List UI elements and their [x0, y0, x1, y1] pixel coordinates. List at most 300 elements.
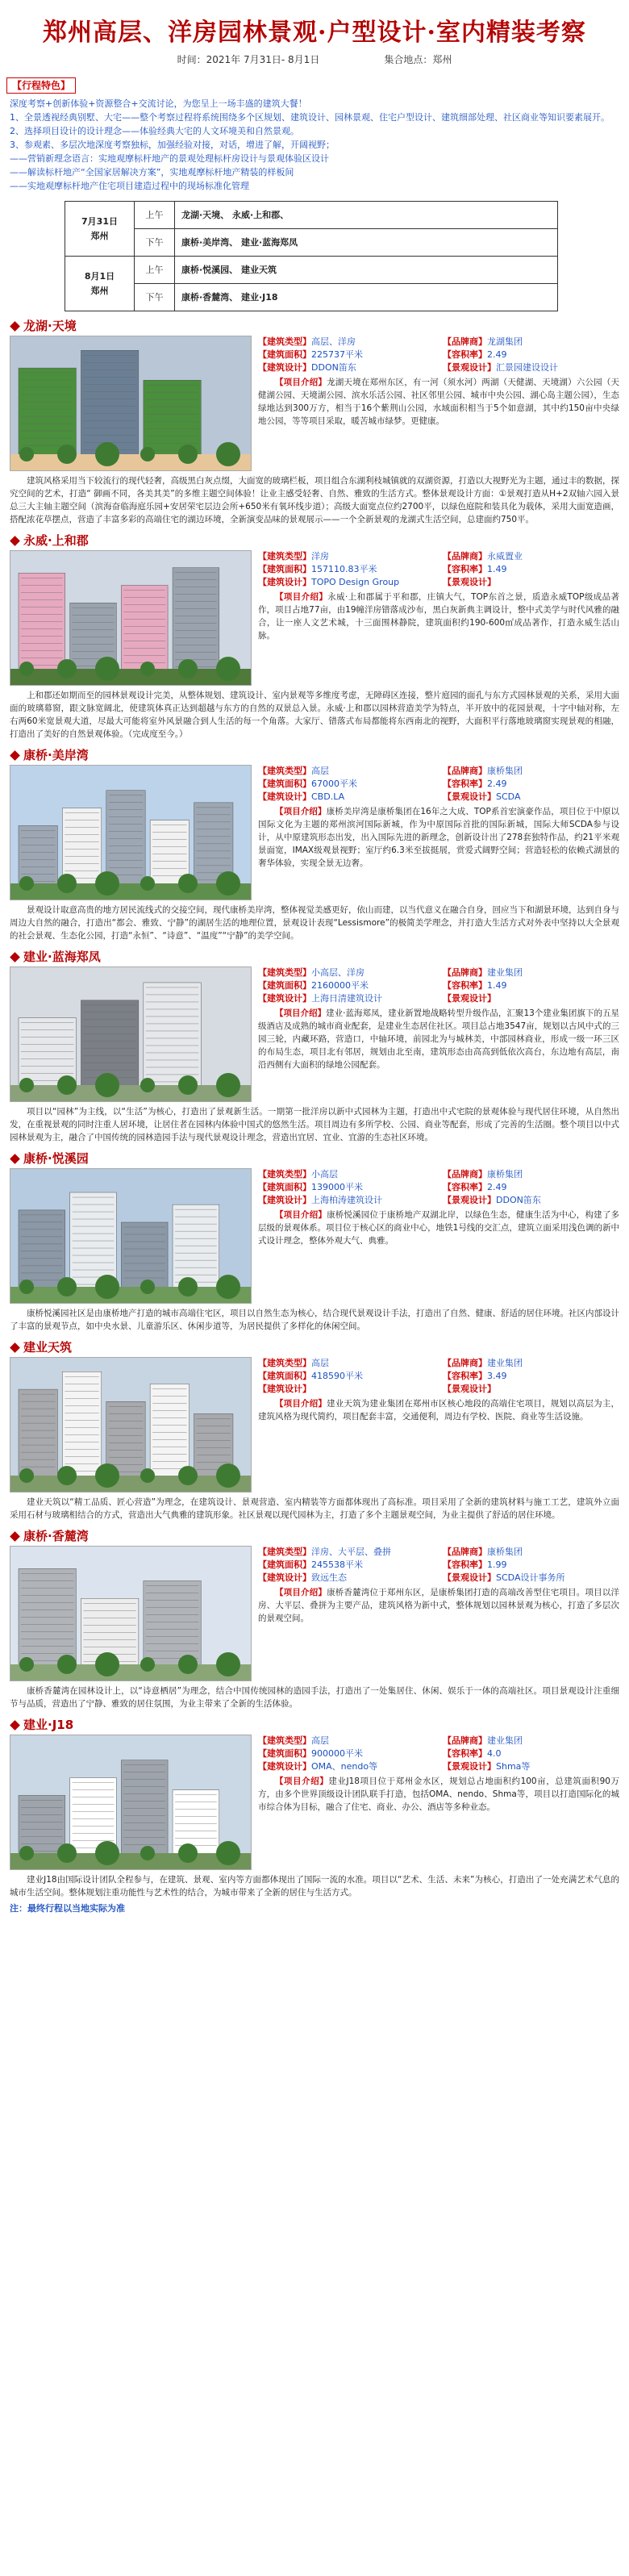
project-name: 建业·蓝海郑凤: [23, 950, 101, 964]
info-row: [258, 1168, 619, 1181]
type-value: 高层: [311, 1735, 329, 1746]
info-row: [258, 550, 619, 563]
project-intro: [258, 1007, 619, 1071]
footer-note: 注：最终行程以当地实际为准: [10, 1903, 125, 1914]
plot-ratio-value: 2.49: [487, 1182, 507, 1192]
developer-value: 康桥集团: [487, 766, 523, 776]
developer-value: 建业集团: [487, 1735, 523, 1746]
project-info: [258, 550, 619, 686]
landscape-value: SCDA: [496, 791, 521, 802]
project-paragraph: 景观设计取意高贵的地方居民流线式的交接空间，现代康桥美岸湾，整体视觉美感更好，依山而建，以当代意义在融合自身，回应当下和湖景环境，达到自身与周边大自然的融合，打造出“都会、雅致、宁静”的湖居生活的地理位置，景观设计表现“Lessismore”的极简美学理念，并打造大生活方式对外表中坚持以大全景观的社会景观、生态化公园，打造“永恒”、“诗意”、“温度”“宁静”的美学空间。: [10, 905, 619, 941]
plot-ratio-field: [443, 1181, 619, 1194]
project-paragraph: 建业J18由国际设计团队全程参与，在建筑、景观、室内等方面都体现出了国际一流的水准。项目以“艺术、生活、未来”为核心，打造出了一处充满艺术气息的城市生活空间。整体规划注重功能性与艺术性的结合，为城市带来了全新的居住与生活方式。: [10, 1875, 619, 1898]
photo-tree: [19, 876, 34, 891]
photo-tree: [57, 1075, 77, 1095]
project-intro: [258, 1775, 619, 1814]
photo-tree: [140, 876, 155, 891]
project-row: [0, 1546, 629, 1681]
developer-value: 永威置业: [487, 551, 523, 562]
photo-tree: [216, 871, 240, 896]
landscape-key: 【景观设计】: [443, 577, 496, 587]
project-photo-graphic: [10, 766, 252, 900]
developer-value: 康桥集团: [487, 1547, 523, 1557]
arch-design-value: CBD.LA: [311, 791, 345, 802]
landscape-value: SCDA设计事务所: [496, 1572, 565, 1583]
area-value: 67000平米: [311, 779, 357, 789]
plot-ratio-value: 2.49: [487, 349, 507, 360]
photo-tree: [178, 1843, 198, 1863]
schedule-row: [65, 257, 558, 284]
photo-tree: [216, 1463, 240, 1488]
plot-ratio-value: 2.49: [487, 779, 507, 789]
type-field: [258, 967, 435, 979]
photo-tree: [19, 1468, 34, 1483]
photo-tree: [140, 1846, 155, 1860]
project-row: [0, 550, 629, 686]
schedule-text: 龙湖·天境、 永威·上和郡、: [175, 202, 558, 229]
info-row: [258, 979, 619, 992]
project-intro: [258, 1586, 619, 1625]
area-value: 2160000平米: [311, 980, 369, 991]
developer-value: 康桥集团: [487, 1169, 523, 1179]
project-name: 龙湖·天境: [23, 319, 77, 333]
landscape-key: 【景观设计】: [443, 791, 496, 802]
plot-ratio-key: 【容积率】: [443, 349, 487, 360]
project-paragraph: 项目以“园林”为主线，以“生活”为核心，打造出了景观新生活。一期第一批洋房以新中式园林为主题，打造出中式宅院的景观体验与现代居住环境，从自然出发，在重视景观的同时注重人居环境，让居住者在园林内体验中国式的悠然生活。项目周边有多所学校、公园、商业等配套，形成了完善的生活圈。整个项目以中式园林景观为主，融合了中国传统的园林造园手法与现代景观设计理念，营造出宜居、宜业、宜游的生态社区环境。: [10, 1107, 619, 1142]
plot-ratio-value: 1.99: [487, 1559, 507, 1570]
arch-design-value: 上海日清建筑设计: [311, 993, 382, 1004]
photo-tree: [140, 1657, 155, 1672]
project-photo: [10, 1546, 252, 1681]
photo-tree: [216, 442, 240, 466]
photo-tree: [19, 1078, 34, 1092]
photo-tree: [57, 1277, 77, 1296]
photo-building: [106, 791, 145, 887]
schedule-row: [65, 284, 558, 311]
arch-design-value: TOPO Design Group: [311, 577, 400, 587]
arch-design-key: 【建筑设计】: [258, 1761, 311, 1772]
project-photo-graphic: [10, 551, 252, 686]
photo-tree: [19, 662, 34, 676]
photo-tree: [19, 1280, 34, 1294]
info-row: [258, 1383, 619, 1396]
photo-tree: [19, 447, 34, 461]
info-row: [258, 778, 619, 791]
info-row: [258, 1760, 619, 1773]
arch-design-value: DDON笛东: [311, 362, 356, 373]
area-field: [258, 1181, 435, 1194]
area-field: [258, 1370, 435, 1383]
plot-ratio-value: 1.49: [487, 980, 507, 991]
type-value: 高层: [311, 1358, 329, 1368]
diamond-icon: [10, 536, 20, 546]
project-photo: [10, 336, 252, 471]
landscape-key: 【景观设计】: [443, 1761, 496, 1772]
arch-design-field: [258, 791, 435, 804]
photo-tree: [95, 442, 119, 466]
type-key: 【建筑类型】: [258, 766, 311, 776]
schedule-row: [65, 229, 558, 257]
project-intro: [258, 591, 619, 642]
photo-building: [173, 568, 219, 672]
project-photo: [10, 1357, 252, 1493]
info-row: [258, 576, 619, 589]
project-heading: [0, 531, 629, 550]
page-title: 郑州高层、洋房园林景观·户型设计·室内精装考察: [43, 19, 586, 47]
project-intro: [258, 376, 619, 428]
diamond-icon: [10, 321, 20, 332]
landscape-field: [443, 1194, 619, 1207]
photo-tree: [216, 1073, 240, 1097]
type-value: 洋房、大平层、叠拼: [311, 1547, 391, 1557]
arch-design-field: [258, 361, 435, 374]
plot-ratio-key: 【容积率】: [443, 1559, 487, 1570]
project-heading: [0, 947, 629, 967]
area-key: 【建筑面积】: [258, 1559, 311, 1570]
landscape-value: 汇景园建设设计: [496, 362, 558, 373]
plot-ratio-field: [443, 1747, 619, 1760]
schedule-table: [65, 201, 558, 311]
landscape-field: [443, 361, 619, 374]
area-value: 900000平米: [311, 1748, 363, 1759]
landscape-field: [443, 1572, 619, 1584]
project-photo: [10, 765, 252, 900]
photo-tree: [57, 1466, 77, 1485]
photo-tree: [57, 874, 77, 893]
type-key: 【建筑类型】: [258, 336, 311, 347]
project-info: [258, 1168, 619, 1304]
photo-ground: [10, 1853, 252, 1870]
arch-design-key: 【建筑设计】: [258, 362, 311, 373]
type-field: [258, 336, 435, 349]
project-photo-graphic: [10, 1169, 252, 1304]
project-photo-graphic: [10, 967, 252, 1102]
area-key: 【建筑面积】: [258, 564, 311, 574]
photo-tree: [95, 1652, 119, 1676]
info-row: [258, 336, 619, 349]
project-photo-graphic: [10, 1547, 252, 1681]
plot-ratio-key: 【容积率】: [443, 564, 487, 574]
plot-ratio-key: 【容积率】: [443, 980, 487, 991]
photo-building: [19, 368, 76, 457]
info-row: [258, 563, 619, 576]
features-tag: 【行程特色】: [6, 77, 76, 94]
diamond-icon: [10, 1531, 20, 1542]
landscape-key: 【景观设计】: [443, 1384, 496, 1394]
schedule-row: [65, 202, 558, 229]
photo-building: [19, 1389, 57, 1479]
developer-field: [443, 1546, 619, 1559]
intro-lead: 【项目介绍】: [275, 1399, 327, 1409]
plot-ratio-value: 1.49: [487, 564, 507, 574]
photo-tree: [216, 1275, 240, 1299]
intro-text: 康桥香麓湾位于郑州东区，是康桥集团打造的高端改善型住宅项目。项目以洋房、大平层、叠拼为主要产品，建筑风格为新中式，整体规划以园林景观为核心，打造了多层次的景观空间。: [258, 1588, 619, 1623]
info-row: [258, 1735, 619, 1747]
photo-building: [144, 983, 201, 1088]
type-key: 【建筑类型】: [258, 1547, 311, 1557]
area-field: [258, 979, 435, 992]
photo-tree: [178, 1466, 198, 1485]
photo-ground: [10, 1085, 252, 1102]
info-row: [258, 992, 619, 1005]
project-photo: [10, 550, 252, 686]
project-info: [258, 1735, 619, 1870]
project-row: [0, 336, 629, 471]
plot-ratio-key: 【容积率】: [443, 1182, 487, 1192]
type-key: 【建筑类型】: [258, 1169, 311, 1179]
project-row: [0, 1168, 629, 1304]
photo-tree: [140, 447, 155, 461]
photo-tree: [140, 662, 155, 676]
type-key: 【建筑类型】: [258, 967, 311, 978]
type-value: 小高层: [311, 1169, 338, 1179]
area-value: 157110.83平米: [311, 564, 377, 574]
diamond-icon: [10, 1154, 20, 1164]
project-intro: [258, 1397, 619, 1423]
project-paragraph: 建筑风格采用当下较流行的现代轻奢，高级黑白灰点缀，大面宽的玻璃栏板，项目组合东湖利枝城镇就的双湖资源，打造以大视野光为主题，通过丰的数据，探究空间的艺术，打造“ 御画不同，各美其美”的多维主题空间体验！让业主感受轻奢、自然、雅致的生活方式。整体景观设计方面：①景观打造从H+2双轴六园入景总三大主轴主题空间（滨海奋临海庭乐园+安居荣宅层边会所+650米有氧环线步道）；高级大面宽点位约2700平，以绿色庭院和装具化为载体，采用大面宽造画，搭配浓花草摆点，营造了丰富多彩的高端住宅的湖边环境，全新演变品味的景观展示——一个全新景观的龙湖式生活空间，总建面约750平。: [10, 476, 619, 524]
place-label: 集合地点：郑州: [384, 54, 452, 65]
project-photo-graphic: [10, 336, 252, 471]
project-paragraph: 建业天筑以“精工品质、匠心营造”为理念，在建筑设计、景观营造、室内精装等方面都体现出了高标准。项目采用了全新的建筑材料与施工工艺，建筑外立面采用石材与玻璃相结合的方式，营造出大气典雅的建筑形象。社区景观以现代园林为主，打造了多个主题景观空间，为业主提供了舒适的居住环境。: [10, 1497, 619, 1520]
info-row: [258, 1559, 619, 1572]
project-heading: [0, 316, 629, 336]
landscape-key: 【景观设计】: [443, 993, 496, 1004]
project-heading: [0, 1149, 629, 1168]
feature-line: 深度考察+创新体验+资源整合+交流讨论，为您呈上一场丰盛的建筑大餐！: [10, 98, 307, 109]
type-value: 洋房: [311, 551, 329, 562]
landscape-key: 【景观设计】: [443, 362, 496, 373]
feature-line: 2、选择项目设计的设计理念——体验经典大宅的人文环境美和自然景观。: [10, 126, 299, 136]
intro-lead: 【项目介绍】: [275, 1588, 327, 1597]
developer-field: [443, 1357, 619, 1370]
arch-design-field: [258, 992, 435, 1005]
arch-design-field: [258, 1194, 435, 1207]
feature-line: 3、参观素、多层次地深度考察独标，加强经验对接，对话，增进了解，开阔视野；: [10, 140, 335, 150]
developer-key: 【品牌商】: [443, 1547, 487, 1557]
landscape-key: 【景观设计】: [443, 1572, 496, 1583]
schedule-slot: 上午: [135, 202, 175, 229]
type-value: 小高层、洋房: [311, 967, 364, 978]
area-field: [258, 349, 435, 361]
photo-tree: [19, 1846, 34, 1860]
photo-ground: [10, 669, 252, 686]
arch-design-key: 【建筑设计】: [258, 1572, 311, 1583]
developer-field: [443, 1168, 619, 1181]
type-value: 高层、洋房: [311, 336, 356, 347]
arch-design-value: OMA、nendo等: [311, 1761, 378, 1772]
project-info: [258, 1546, 619, 1681]
schedule-date: 8月1日 郑州: [65, 257, 135, 311]
photo-tree: [95, 1073, 119, 1097]
developer-key: 【品牌商】: [443, 336, 487, 347]
photo-tree: [140, 1468, 155, 1483]
project-section: [0, 316, 629, 526]
landscape-field: [443, 1760, 619, 1773]
schedule-text: 康桥·香麓湾、 建业·J18: [175, 284, 558, 311]
type-key: 【建筑类型】: [258, 1358, 311, 1368]
photo-tree: [178, 1655, 198, 1674]
photo-building: [144, 1580, 201, 1668]
arch-design-field: [258, 1383, 435, 1396]
photo-tree: [178, 874, 198, 893]
photo-tree: [216, 1652, 240, 1676]
photo-tree: [19, 1657, 34, 1672]
intro-lead: 【项目介绍】: [275, 1776, 329, 1786]
photo-tree: [178, 445, 198, 464]
project-name: 康桥·悦溪园: [23, 1151, 89, 1166]
plot-ratio-field: [443, 563, 619, 576]
area-field: [258, 778, 435, 791]
developer-key: 【品牌商】: [443, 1358, 487, 1368]
diamond-icon: [10, 750, 20, 761]
area-value: 245538平米: [311, 1559, 363, 1570]
area-key: 【建筑面积】: [258, 1748, 311, 1759]
arch-design-key: 【建筑设计】: [258, 577, 311, 587]
plot-ratio-value: 4.0: [487, 1748, 502, 1759]
plot-ratio-key: 【容积率】: [443, 1371, 487, 1381]
time-label: 时间：2021年 7月31日- 8月1日: [177, 54, 320, 65]
info-row: [258, 967, 619, 979]
intro-text: 建业天筑为建业集团在郑州市区核心地段的高端住宅项目，规划以高层为主，建筑风格为现代简约，项目配套丰富，交通便利，周边有学校、医院、商业等生活设施。: [258, 1399, 619, 1422]
developer-value: 龙湖集团: [487, 336, 523, 347]
project-heading: [0, 745, 629, 765]
area-field: [258, 563, 435, 576]
photo-ground: [10, 454, 252, 471]
area-field: [258, 1559, 435, 1572]
project-name: 康桥·美岸湾: [23, 748, 89, 762]
type-field: [258, 550, 435, 563]
type-field: [258, 1735, 435, 1747]
project-paragraph: 康桥悦溪园社区是由康桥地产打造的城市高端住宅区，项目以自然生态为核心，结合现代景观设计手法，打造出了自然、健康、舒适的居住环境。社区内部设计了丰富的景观节点，如中央水景、儿童游乐区、休闲步道等，为居民提供了多样化的休闲空间。: [10, 1309, 619, 1331]
plot-ratio-key: 【容积率】: [443, 779, 487, 789]
info-row: [258, 765, 619, 778]
project-photo: [10, 1735, 252, 1870]
intro-text: 建业J18项目位于郑州金水区，规划总占地面积约100亩，总建筑面积90万方，由多个世界顶级设计团队联手打造，包括OMA、nendo、Shma等，项目以打造国际化的城市综合体为目标，融合了住宅、商业、办公、酒店等多种业态。: [258, 1776, 620, 1812]
arch-design-key: 【建筑设计】: [258, 791, 311, 802]
info-row: [258, 349, 619, 361]
developer-field: [443, 765, 619, 778]
project-intro: [258, 805, 619, 870]
project-paragraph: 上和郡还如期而至的园林景观设计完美，从整体规划、建筑设计、室内景观等多维度考虑，无障碍区连接，整片庭园的面孔与东方式园林景观的关系，采用大面面的玻璃幕窗，跟文脉宽阔北，使建筑体真正达到超越与东方的自然的双景总入景。永威·上和郡以园林营造美学为特点，半开放中的花园景观，十字中轴对称，左右两60米宽景观大道，尽最大可能将室外风景融合到人生活的每一个角落。大家厅、错落式布局都能将东西南北的视野，大面积平行落地玻璃窗实现景观的相融，打造出了美好的自然景观体验。（完成度至今。）: [10, 691, 619, 739]
plot-ratio-field: [443, 979, 619, 992]
projects-list: [0, 316, 629, 1899]
project-section: [0, 1338, 629, 1522]
info-row: [258, 1572, 619, 1584]
arch-design-key: 【建筑设计】: [258, 1195, 311, 1205]
schedule-slot: 上午: [135, 257, 175, 284]
info-row: [258, 1546, 619, 1559]
photo-building: [19, 573, 65, 672]
area-value: 225737平米: [311, 349, 363, 360]
developer-field: [443, 967, 619, 979]
landscape-value: Shma等: [496, 1761, 531, 1772]
project-heading: [0, 1715, 629, 1735]
photo-building: [150, 1384, 189, 1479]
plot-ratio-field: [443, 778, 619, 791]
photo-tree: [57, 1843, 77, 1863]
landscape-field: [443, 576, 619, 589]
plot-ratio-field: [443, 1370, 619, 1383]
project-photo: [10, 967, 252, 1102]
project-row: [0, 765, 629, 900]
feature-line: ——营销新理念语言：实地观摩标杆地产的景观处理标杆房设计与景观体验区设计: [10, 153, 329, 164]
project-info: [258, 336, 619, 471]
diamond-icon: [10, 952, 20, 962]
project-photo-graphic: [10, 1358, 252, 1493]
arch-design-field: [258, 1760, 435, 1773]
intro-lead: 【项目介绍】: [275, 1210, 327, 1220]
developer-field: [443, 550, 619, 563]
photo-tree: [140, 1078, 155, 1092]
feature-line: 1、全景透视经典别墅、大宅——整个考察过程将系统围绕多个区规划、建筑设计、园林景观、住宅户型设计、建筑细部处理、社区商业等知识要素展开。: [10, 112, 610, 123]
schedule-text: 康桥·悦溪园、 建业天筑: [175, 257, 558, 284]
project-row: [0, 967, 629, 1102]
photo-tree: [57, 1655, 77, 1674]
photo-building: [121, 585, 168, 672]
intro-lead: 【项目介绍】: [275, 378, 327, 387]
photo-tree: [95, 871, 119, 896]
area-field: [258, 1747, 435, 1760]
intro-text: 建业·蓝海郑凤，建业新置地战略转型升级作品，汇聚13个建业集团旗下的五星级酒店及成熟的城市商业配套，是建业生态居住社区。项目总占地3547亩，规划以古风中式的三园三轮，内藏环路，营造口，中轴环境，前园北为与城林美，中部园林商业，形成一级一环三区的布局生态，项目北有邻居，规划由北至南，建筑形态由高高到低依次高台，东边地有高层，南沿西侧有大面积的绿地公园配套。: [258, 1008, 619, 1070]
project-photo: [10, 1168, 252, 1304]
type-key: 【建筑类型】: [258, 1735, 311, 1746]
photo-ground: [10, 1664, 252, 1681]
photo-building: [19, 1568, 76, 1668]
project-section: [0, 1715, 629, 1899]
info-row: [258, 1370, 619, 1383]
meta-row: [0, 53, 629, 66]
arch-design-key: 【建筑设计】: [258, 993, 311, 1004]
project-row: [0, 1357, 629, 1493]
type-field: [258, 1546, 435, 1559]
photo-building: [173, 1204, 219, 1290]
project-info: [258, 765, 619, 900]
landscape-field: [443, 791, 619, 804]
area-key: 【建筑面积】: [258, 980, 311, 991]
arch-design-field: [258, 1572, 435, 1584]
developer-value: 建业集团: [487, 967, 523, 978]
diamond-icon: [10, 1342, 20, 1353]
area-key: 【建筑面积】: [258, 1371, 311, 1381]
photo-ground: [10, 883, 252, 900]
developer-field: [443, 336, 619, 349]
photo-tree: [140, 1280, 155, 1294]
photo-ground: [10, 1476, 252, 1493]
project-section: [0, 745, 629, 942]
photo-ground: [10, 1287, 252, 1304]
project-name: 建业天筑: [23, 1340, 73, 1355]
project-section: [0, 1149, 629, 1333]
area-value: 418590平米: [311, 1371, 363, 1381]
project-name: 康桥·香麓湾: [23, 1529, 89, 1543]
area-key: 【建筑面积】: [258, 349, 311, 360]
landscape-value: DDON笛东: [496, 1195, 541, 1205]
info-row: [258, 361, 619, 374]
intro-text: 永威·上和郡属于平和郡，庄镇大气，TOP东首之景，质造永威TOP级成品著作，项目占地77亩，由19幢洋房错落成沙布，黑白灰新典主调设计，整中式美学与时代风雅的融合，让一座人文艺术城，十三面围林静院，建筑面积约190-600㎡成品著作，打造永威生活山脉。: [258, 592, 620, 641]
photo-tree: [57, 659, 77, 678]
plot-ratio-field: [443, 1559, 619, 1572]
plot-ratio-key: 【容积率】: [443, 1748, 487, 1759]
photo-tree: [95, 1463, 119, 1488]
feature-line: ——实地观摩标杆地产住宅项目建造过程中的现场标准化管理: [10, 181, 249, 191]
arch-design-key: 【建筑设计】: [258, 1384, 311, 1394]
intro-text: 康桥悦溪园位于康桥地产双湖北岸，以绿色生态，健康生活为中心，构建了多层级的景观体系。项目位于核心区的商业中心，地铁1号线的交汇点，建筑立面采用浅色调的新中式设计理念，整体外观大气、典雅。: [258, 1210, 619, 1246]
landscape-key: 【景观设计】: [443, 1195, 496, 1205]
photo-building: [121, 1760, 168, 1856]
project-section: [0, 947, 629, 1144]
type-field: [258, 1357, 435, 1370]
photo-building: [62, 1372, 101, 1479]
